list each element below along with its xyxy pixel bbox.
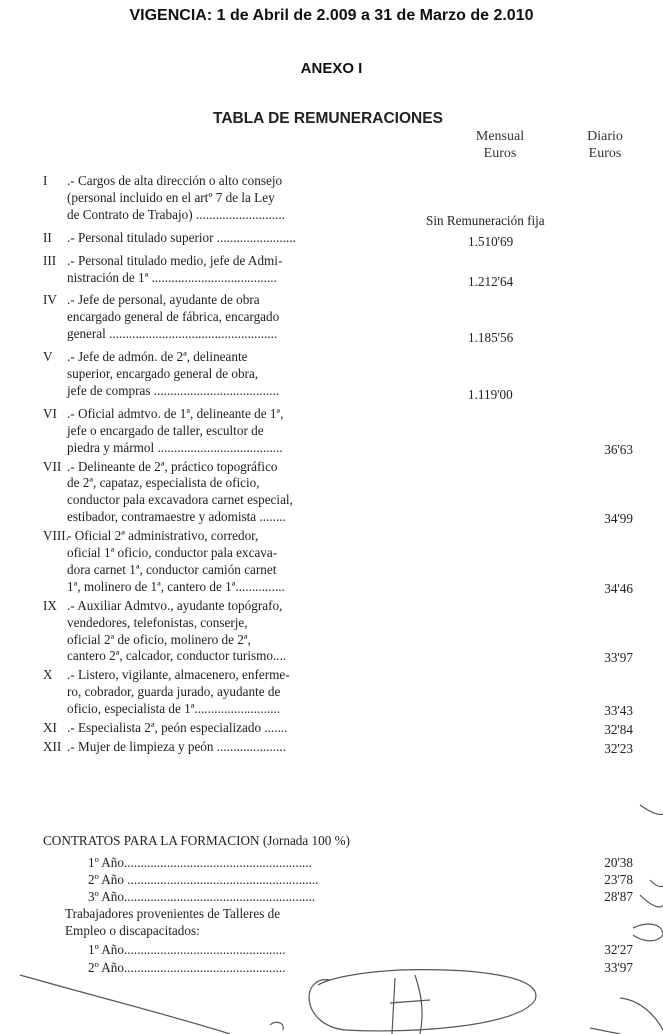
category-description-line: dora carnet 1ª, conductor camión carnet bbox=[67, 561, 277, 577]
category-number: VIII. bbox=[43, 528, 69, 544]
category-description-line: .- Especialista 2ª, peón especializado ....... bbox=[67, 720, 288, 735]
category-description-line: jefe o encargado de taller, escultor de bbox=[67, 422, 264, 438]
category-description-line: encargado general de fábrica, encargado bbox=[67, 309, 280, 325]
diario-value: 34'99 bbox=[604, 511, 633, 527]
category-description-line: jefe de compras ...................................... bbox=[67, 382, 280, 398]
formacion-year-value: 20'38 bbox=[604, 855, 633, 870]
category-description-line: general ................................................... bbox=[67, 326, 278, 342]
category-description-line: oficio, especialista de 1ª.......................... bbox=[67, 701, 281, 717]
category-description-line: piedra y mármol ...................................... bbox=[67, 439, 283, 455]
diario-value: 33'97 bbox=[604, 650, 633, 666]
category-number: VI bbox=[43, 405, 57, 421]
category-description-line: .- Personal titulado medio, jefe de Admi- bbox=[67, 252, 283, 268]
formacion-title: CONTRATOS PARA LA FORMACION (Jornada 100 %) bbox=[43, 833, 350, 848]
category-description-line: estibador, contramaestre y adomista ........ bbox=[67, 509, 286, 525]
column-header-mensual bbox=[465, 128, 535, 162]
diario-value: 33'43 bbox=[604, 703, 633, 719]
diario-value: 34'46 bbox=[604, 580, 633, 596]
category-description-line: ro, cobrador, guarda jurado, ayudante de bbox=[67, 684, 281, 700]
category-description-line: vendedores, telefonistas, conserje, bbox=[67, 614, 248, 630]
mensual-label: Mensual bbox=[475, 129, 525, 144]
category-description-line: .- Cargos de alta dirección o alto consejo bbox=[67, 173, 283, 188]
category-description-line: de Contrato de Trabajo) ........................... bbox=[67, 206, 285, 222]
formacion-subyear-label: 2º Año................................................. bbox=[88, 960, 286, 975]
formacion-year-value: 23'78 bbox=[604, 872, 633, 887]
formacion-year-value: 28'87 bbox=[604, 889, 633, 904]
mensual-value: 1.510'69 bbox=[468, 233, 514, 249]
mensual-value: Sin Remuneración fija bbox=[426, 212, 545, 228]
category-number: VII bbox=[43, 458, 62, 474]
category-description-line: (personal incluido en el artº 7 de la Ley bbox=[67, 189, 275, 205]
column-header-diario bbox=[575, 128, 635, 162]
formacion-subtitle-line: Empleo o discapacitados: bbox=[65, 923, 200, 938]
category-description-line: superior, encargado general de obra, bbox=[67, 366, 259, 381]
category-description-line: oficial 1ª oficio, conductor pala excava- bbox=[67, 545, 278, 560]
category-description-line: .- Oficial admtvo. de 1ª, delineante de 1ª, bbox=[67, 405, 284, 421]
category-description-line: de 2ª, capataz, especialista de oficio, bbox=[67, 475, 260, 491]
diario-value: 36'63 bbox=[604, 441, 633, 457]
mensual-unit: Euros bbox=[483, 146, 517, 161]
category-number: II bbox=[43, 229, 52, 245]
category-description-line: 1ª, molinero de 1ª, cantero de 1ª............... bbox=[67, 578, 285, 594]
formacion-year-label: 1º Año......................................................... bbox=[88, 855, 312, 870]
category-description-line: .- Mujer de limpieza y peón ..................... bbox=[67, 738, 287, 754]
formacion-subyear-value: 32'27 bbox=[604, 942, 633, 957]
category-description-line: .- Jefe de personal, ayudante de obra bbox=[67, 292, 260, 308]
category-number: X bbox=[43, 667, 53, 683]
category-number: V bbox=[43, 349, 53, 365]
category-number: XII bbox=[43, 738, 62, 754]
diario-value: 32'23 bbox=[604, 740, 633, 756]
category-description-line: .- Delineante de 2ª, práctico topográfico bbox=[67, 458, 278, 474]
category-description-line: - Oficial 2ª administrativo, corredor, bbox=[67, 528, 259, 544]
category-description-line: .- Listero, vigilante, almacenero, enferme- bbox=[67, 667, 290, 683]
category-description-line: nistración de 1ª ...................................... bbox=[67, 269, 277, 285]
mensual-value: 1.185'56 bbox=[468, 330, 514, 346]
category-number: IV bbox=[43, 292, 57, 308]
tabla-title: TABLA DE REMUNERACIONES bbox=[213, 110, 443, 127]
category-number: IX bbox=[43, 597, 57, 613]
category-description-line: conductor pala excavadora carnet especial, bbox=[67, 492, 293, 508]
diario-value: 32'84 bbox=[604, 722, 633, 737]
category-description-line: .- Jefe de admón. de 2ª, delineante bbox=[67, 349, 248, 365]
formacion-year-label: 3º Año.......................................................... bbox=[88, 889, 316, 904]
category-description-line: .- Auxiliar Admtvo., ayudante topógrafo, bbox=[67, 597, 283, 613]
anexo-heading: ANEXO I bbox=[300, 60, 363, 77]
category-description-line: .- Personal titulado superior ........................ bbox=[67, 229, 296, 245]
category-number: III bbox=[43, 252, 57, 268]
category-description-line: oficial 2ª de oficio, molinero de 2ª, bbox=[67, 631, 251, 647]
mensual-value: 1.212'64 bbox=[468, 273, 514, 289]
category-description-line: cantero 2ª, calcador, conductor turismo.... bbox=[67, 648, 287, 664]
formacion-subyear-value: 33'97 bbox=[604, 960, 633, 975]
formacion-subyear-label: 1º Año................................................. bbox=[88, 942, 286, 957]
diario-label: Diario bbox=[587, 129, 623, 144]
diario-unit: Euros bbox=[588, 146, 622, 161]
category-number: I bbox=[43, 173, 48, 188]
category-number: XI bbox=[43, 720, 57, 735]
vigencia-heading: VIGENCIA: 1 de Abril de 2.009 a 31 de Marzo de 2.010 bbox=[129, 7, 534, 24]
mensual-value: 1.119'00 bbox=[468, 386, 513, 402]
formacion-subtitle-line: Trabajadores provenientes de Talleres de bbox=[65, 906, 281, 921]
formacion-year-label: 2º Año .......................................................... bbox=[88, 872, 319, 887]
